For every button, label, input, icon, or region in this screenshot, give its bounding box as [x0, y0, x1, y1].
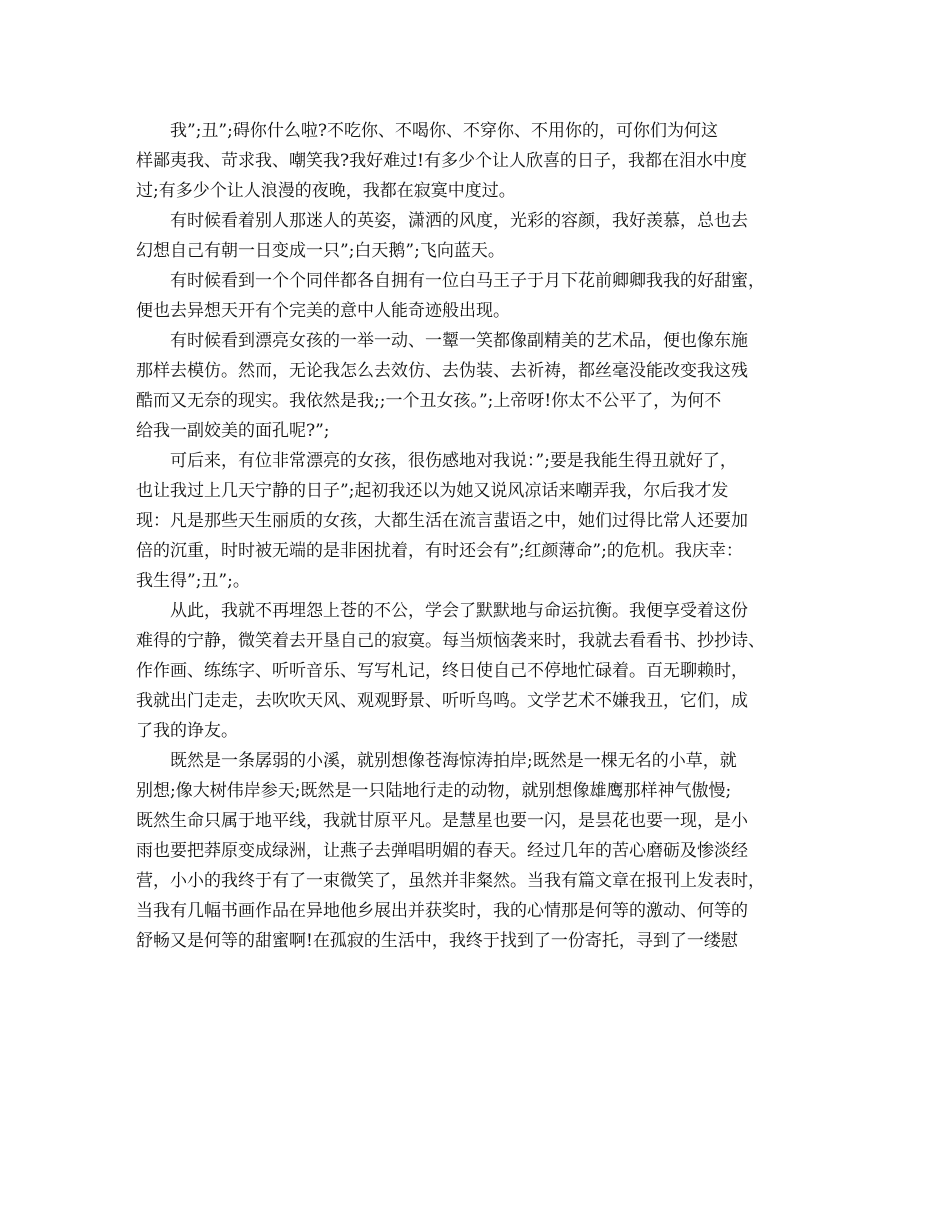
text-line: 作作画、练练字、听听音乐、写写札记，终日使自己不停地忙碌着。百无聊赖时， [136, 661, 748, 681]
text-line: 当我有几幅书画作品在异地他乡展出并获奖时，我的心情那是何等的激动、何等的 [136, 901, 748, 921]
text-line: 营，小小的我终于有了一束微笑了，虽然并非粲然。当我有篇文章在报刊上发表时， [136, 871, 765, 891]
text-line: 样鄙夷我、苛求我、嘲笑我?我好难过!有多少个让人欣喜的日子，我都在泪水中度 [136, 151, 747, 171]
text-line: 有时候看到一个个同伴都各自拥有一位白马王子于月下花前卿卿我我的好甜蜜， [170, 271, 765, 291]
text-line: 从此，我就不再埋怨上苍的不公，学会了默默地与命运抗衡。我便享受着这份 [170, 601, 748, 621]
text-line: 了我的诤友。 [136, 721, 238, 741]
text-line: 便也去异想天开有个完美的意中人能奇迹般出现。 [136, 301, 510, 321]
text-line: 难得的宁静，微笑着去开垦自己的寂寞。每当烦恼袭来时，我就去看看书、抄抄诗、 [136, 631, 765, 651]
paragraph [136, 116, 816, 206]
text-line: 有时候看着别人那迷人的英姿，潇洒的风度，光彩的容颜，我好羡慕，总也去 [170, 211, 748, 231]
text-line: 别想;像大树伟岸参天;既然是一只陆地行走的动物，就别想像雄鹰那样神气傲慢; [136, 781, 732, 801]
text-line: 酷而又无奈的现实。我依然是我;;一个丑女孩。”;上帝呀!你太不公平了，为何不 [136, 391, 722, 411]
paragraph [136, 266, 816, 326]
text-line: 有时候看到漂亮女孩的一举一动、一颦一笑都像副精美的艺术品，便也像东施 [170, 331, 748, 351]
paragraph [136, 206, 816, 266]
text-line: 既然生命只属于地平线，我就甘原平凡。是慧星也要一闪，是昙花也要一现，是小 [136, 811, 748, 831]
text-line: 我就出门走走，去吹吹天风、观观野景、听听鸟鸣。文学艺术不嫌我丑，它们，成 [136, 691, 748, 711]
text-line: 现：凡是那些天生丽质的女孩，大都生活在流言蜚语之中，她们过得比常人还要加 [136, 511, 748, 531]
text-line: 也让我过上几天宁静的日子”;起初我还以为她又说风凉话来嘲弄我，尔后我才发 [136, 481, 729, 501]
text-line: 舒畅又是何等的甜蜜啊!在孤寂的生活中，我终于找到了一份寄托，寻到了一缕慰 [136, 931, 738, 951]
paragraph [136, 596, 816, 746]
paragraph [136, 326, 816, 446]
text-line: 那样去模仿。然而，无论我怎么去效仿、去伪装、去祈祷，都丝毫没能改变我这残 [136, 361, 748, 381]
paragraph [136, 446, 816, 596]
text-line: 给我一副姣美的面孔呢?”; [136, 421, 330, 441]
document-body [136, 116, 816, 956]
text-line: 可后来，有位非常漂亮的女孩，很伤感地对我说：”;要是我能生得丑就好了， [170, 451, 737, 471]
text-line: 既然是一条孱弱的小溪，就别想像苍海惊涛拍岸;既然是一棵无名的小草，就 [170, 751, 737, 771]
text-line: 我生得”;丑”;。 [136, 571, 250, 591]
text-line: 幻想自己有朝一日变成一只”;白天鹅”;飞向蓝天。 [136, 241, 505, 261]
text-line: 雨也要把莽原变成绿洲，让燕子去弹唱明媚的春天。经过几年的苦心磨砺及惨淡经 [136, 841, 748, 861]
text-line: 倍的沉重，时时被无端的是非困扰着，有时还会有”;红颜薄命”;的危机。我庆幸： [136, 541, 743, 561]
text-line: 过;有多少个让人浪漫的夜晚，我都在寂寞中度过。 [136, 181, 516, 201]
text-line: 我”;丑”;碍你什么啦?不吃你、不喝你、不穿你、不用你的，可你们为何这 [170, 121, 718, 141]
paragraph [136, 746, 816, 956]
